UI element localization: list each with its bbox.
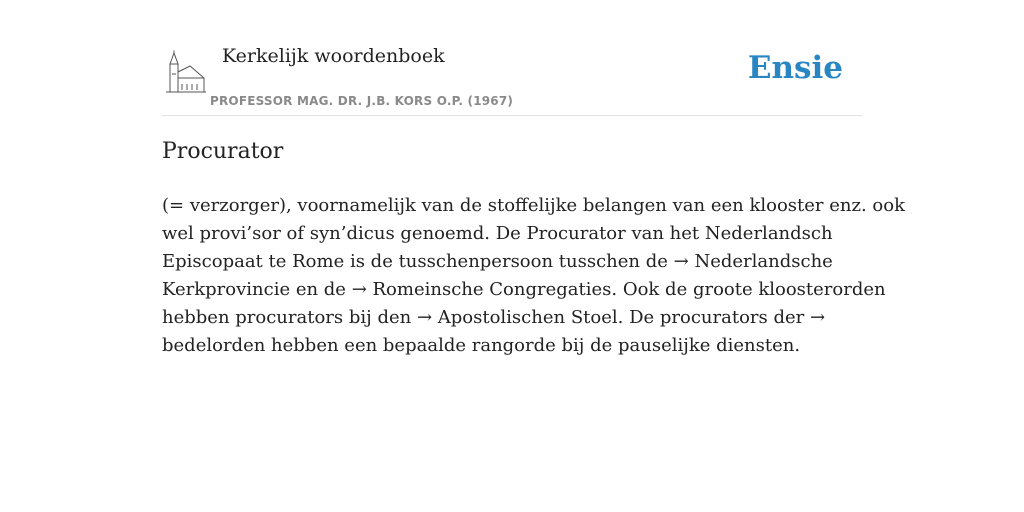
xref-romeinsche-congregaties-link[interactable]: → Romeinsche Congregaties <box>351 279 612 300</box>
xref-apostolischen-stoel-link[interactable]: → Apostolischen Stoel <box>416 307 618 328</box>
entry-line-4 <box>162 276 886 304</box>
xref-nederlandsche-link[interactable]: → Nederlandsche <box>673 251 833 272</box>
entry-text: wel provi’sor of syn’dicus genoemd. De Procurator van het Nederlandsch <box>162 223 833 244</box>
xref-arrow-link[interactable]: → <box>810 307 826 328</box>
entry-text: hebben procurators bij den <box>162 307 412 328</box>
entry-text: Kerkprovincie en de <box>162 279 346 300</box>
ensie-logo-link[interactable]: Ensie <box>747 50 843 86</box>
book-title[interactable]: Kerkelijk woordenboek <box>222 45 445 67</box>
entry-line-3 <box>162 248 862 276</box>
entry-body <box>162 192 905 360</box>
entry-line-6 <box>162 332 862 360</box>
entry-text: . De procurators der <box>617 307 805 328</box>
entry-line-1 <box>162 192 905 220</box>
entry-text: bedelorden hebben een bepaalde rangorde bij de pauselijke diensten. <box>162 335 801 356</box>
entry-text: . Ook de groote kloosterorden <box>611 279 886 300</box>
entry-line-2 <box>162 220 862 248</box>
entry-title: Procurator <box>162 139 284 164</box>
entry-text: (= verzorger), voornamelijk van de stoffelijke belangen van een klooster enz. ook <box>162 195 905 216</box>
church-icon <box>166 50 206 94</box>
entry-line-5 <box>162 304 862 332</box>
entry-text: Episcopaat te Rome is de tusschenpersoon tusschen de <box>162 251 668 272</box>
header <box>162 40 862 116</box>
author-line: PROFESSOR MAG. DR. J.B. KORS O.P. (1967) <box>210 94 514 108</box>
